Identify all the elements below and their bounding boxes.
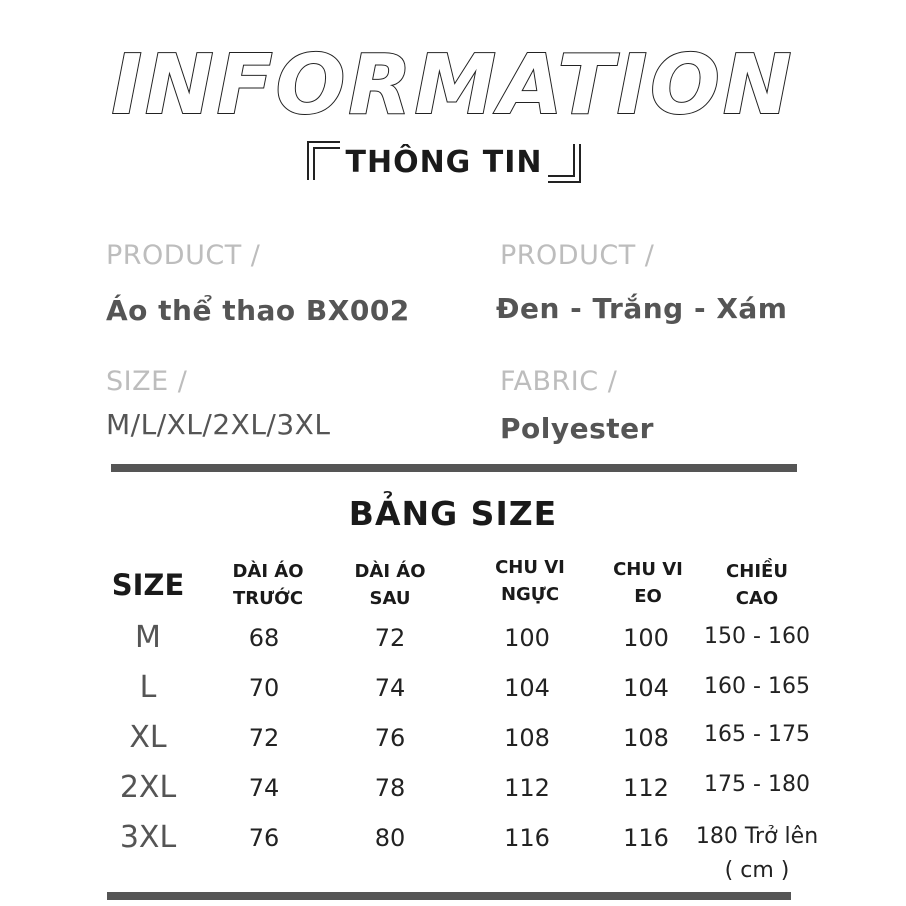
header-height-line1: CHIỀU bbox=[726, 561, 788, 582]
product-label: PRODUCT / bbox=[106, 240, 261, 271]
header-back-length bbox=[320, 558, 460, 612]
row-waist: 116 bbox=[623, 824, 669, 852]
row-size: M bbox=[135, 620, 161, 655]
row-height: 150 - 160 bbox=[704, 624, 810, 649]
header-waist-line1: CHU VI bbox=[613, 559, 683, 580]
header-chest-line1: CHU VI bbox=[495, 557, 565, 578]
row-back: 72 bbox=[374, 624, 406, 652]
row-front: 68 bbox=[248, 624, 280, 652]
header-height-line2: CAO bbox=[735, 588, 779, 609]
row-waist: 100 bbox=[623, 624, 669, 652]
row-size: 2XL bbox=[119, 770, 177, 805]
subtitle-frame bbox=[306, 140, 582, 184]
row-back: 78 bbox=[374, 774, 406, 802]
row-back: 74 bbox=[374, 674, 406, 702]
size-label: SIZE / bbox=[106, 366, 188, 397]
top-divider bbox=[111, 464, 797, 472]
bottom-divider bbox=[107, 892, 791, 900]
row-size: 3XL bbox=[119, 820, 177, 855]
fabric-label: FABRIC / bbox=[500, 366, 618, 397]
information-title: INFORMATION bbox=[111, 38, 795, 133]
row-chest: 116 bbox=[504, 824, 550, 852]
size-options: M/L/XL/2XL/3XL bbox=[106, 408, 331, 441]
row-waist: 104 bbox=[623, 674, 669, 702]
row-height: 180 Trở lên bbox=[695, 824, 819, 849]
row-chest: 100 bbox=[504, 624, 550, 652]
header-front-length bbox=[198, 558, 338, 612]
header-chest-line2: NGỰC bbox=[500, 584, 560, 605]
subtitle: THÔNG TIN bbox=[345, 145, 543, 180]
color-label: PRODUCT / bbox=[500, 240, 655, 271]
header-height bbox=[687, 558, 827, 612]
fabric-value: Polyester bbox=[500, 412, 654, 445]
product-colors: Đen - Trắng - Xám bbox=[496, 292, 788, 325]
row-size: L bbox=[139, 670, 157, 705]
row-front: 72 bbox=[248, 724, 280, 752]
row-front: 70 bbox=[248, 674, 280, 702]
header-back-length-line2: SAU bbox=[369, 588, 411, 609]
row-waist: 112 bbox=[623, 774, 669, 802]
unit-label: ( cm ) bbox=[724, 858, 790, 883]
row-size: XL bbox=[129, 720, 167, 755]
row-chest: 108 bbox=[504, 724, 550, 752]
corner-bracket-bottom-right-icon bbox=[548, 144, 582, 184]
row-back: 80 bbox=[374, 824, 406, 852]
product-name: Áo thể thao BX002 bbox=[106, 294, 410, 327]
row-front: 76 bbox=[248, 824, 280, 852]
row-chest: 104 bbox=[504, 674, 550, 702]
row-height: 175 - 180 bbox=[704, 772, 810, 797]
row-front: 74 bbox=[248, 774, 280, 802]
row-height: 160 - 165 bbox=[704, 674, 810, 699]
row-back: 76 bbox=[374, 724, 406, 752]
row-waist: 108 bbox=[623, 724, 669, 752]
header-front-length-line2: TRƯỚC bbox=[232, 588, 304, 609]
header-size: SIZE bbox=[111, 568, 185, 602]
header-front-length-line1: DÀI ÁO bbox=[232, 561, 304, 582]
header-back-length-line1: DÀI ÁO bbox=[354, 561, 426, 582]
row-chest: 112 bbox=[504, 774, 550, 802]
size-table-title: BẢNG SIZE bbox=[348, 494, 558, 533]
row-height: 165 - 175 bbox=[704, 722, 810, 747]
header-waist-line2: EO bbox=[634, 586, 662, 607]
